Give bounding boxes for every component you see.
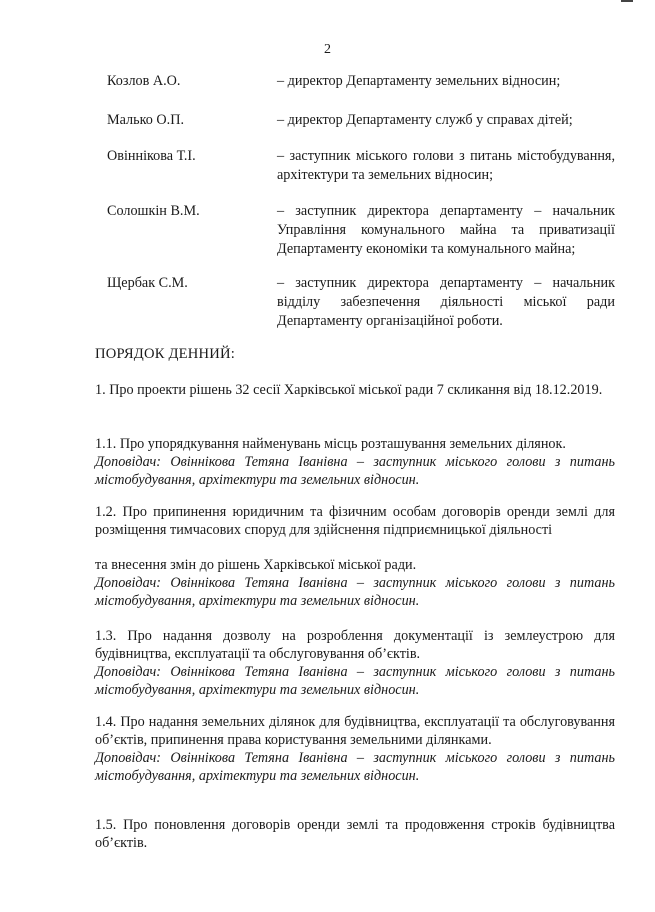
attendee-role: – заступник директора департаменту – начальник Управління комунального майна та приватизації Департаменту економіки та комунального майна; [277,203,615,257]
attendee-name: Овіннікова Т.І. [107,148,196,164]
agenda-item-text: 1.3. Про надання дозволу на розроблення документації із землеустрою для будівництва, експлуатації та обслуговування об’єктів. [95,628,615,662]
attendee-name: Щербак С.М. [107,275,188,291]
agenda-item [95,713,615,785]
agenda-item-reporter: Доповідач: Овіннікова Тетяна Іванівна – заступник міського голови з питань містобудування, архітектури та земельних відносин. [95,454,615,488]
agenda-item-text: 1.2. Про припинення юридичним та фізичним особам договорів оренди землі для розміщення тимчасових споруд для здійснення підприємницької діяльності [95,504,615,538]
agenda-item-text: та внесення змін до рішень Харківської міської ради. [95,557,417,573]
attendee-role: – заступник директора департаменту – начальник відділу забезпечення діяльності міської ради Департаменту організаційної роботи. [277,275,615,329]
agenda-heading: ПОРЯДОК ДЕННИЙ: [95,346,235,362]
attendee-role: – заступник міського голови з питань містобудування, архітектури та земельних відносин; [277,148,615,183]
agenda-item-reporter: Доповідач: Овіннікова Тетяна Іванівна – заступник міського голови з питань містобудування, архітектури та земельних відносин. [95,575,615,609]
agenda-item [95,503,615,539]
scan-mark [621,0,633,2]
agenda-item-text: 1.1. Про упорядкування найменувань місць розташування земельних ділянок. [95,436,566,452]
agenda-item [95,556,615,610]
agenda-item [95,816,615,852]
attendee-role: – директор Департаменту служб у справах дітей; [277,112,573,128]
agenda-item-text: 1. Про проекти рішень 32 сесії Харківської міської ради 7 скликання від 18.12.2019. [95,382,603,398]
agenda-item [95,381,615,399]
agenda-item-text: 1.4. Про надання земельних ділянок для будівництва, експлуатації та обслуговування об’єктів, припинення права користування земельними ділянками. [95,714,615,748]
page-number: 2 [324,42,331,57]
agenda-item-text: 1.5. Про поновлення договорів оренди землі та продовження строків будівництва об’єктів. [95,817,615,851]
attendee-name: Козлов А.О. [107,73,181,89]
agenda-item [95,627,615,699]
attendee-name: Малько О.П. [107,112,184,128]
agenda-item-reporter: Доповідач: Овіннікова Тетяна Іванівна – заступник міського голови з питань містобудування, архітектури та земельних відносин. [95,664,615,698]
agenda-item [95,435,615,489]
agenda-item-reporter: Доповідач: Овіннікова Тетяна Іванівна – заступник міського голови з питань містобудування, архітектури та земельних відносин. [95,750,615,784]
attendee-name: Солошкін В.М. [107,203,200,219]
attendee-role: – директор Департаменту земельних відносин; [277,73,561,89]
